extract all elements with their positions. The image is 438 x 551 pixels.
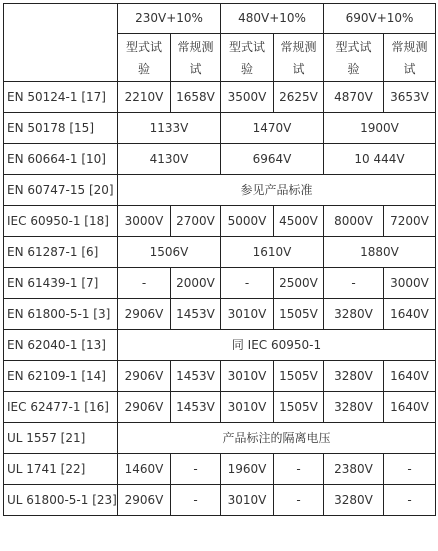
standard-name-cell: EN 61439-1 [7] — [4, 268, 118, 299]
table-row — [4, 454, 436, 485]
routine-test-value: 2625V — [274, 82, 324, 113]
routine-test-label-line: 试 — [403, 61, 416, 76]
type-test-value: - — [221, 268, 274, 299]
group-value: 1133V — [118, 113, 221, 144]
type-test-value: 5000V — [221, 206, 274, 237]
type-test-value: 1460V — [118, 454, 171, 485]
type-test-label-line: 验 — [347, 61, 360, 76]
routine-test-value: 1505V — [274, 299, 324, 330]
standard-name-cell: EN 61800-5-1 [3] — [4, 299, 118, 330]
routine-test-label-line: 常规测 — [280, 39, 317, 54]
type-test-value: 3010V — [221, 299, 274, 330]
routine-test-value: 3653V — [384, 82, 436, 113]
table-row — [4, 144, 436, 175]
type-test-value: 2906V — [118, 299, 171, 330]
voltage-header-row — [4, 4, 436, 34]
routine-test-value: 1658V — [171, 82, 221, 113]
type-test-value: 2906V — [118, 361, 171, 392]
routine-test-value: 2000V — [171, 268, 221, 299]
type-test-value: 3010V — [221, 361, 274, 392]
standard-name-cell: EN 61287-1 [6] — [4, 237, 118, 268]
standard-name-cell: EN 62109-1 [14] — [4, 361, 118, 392]
type-test-value: 8000V — [324, 206, 384, 237]
group-value: 6964V — [221, 144, 324, 175]
standard-name-cell: EN 50124-1 [17] — [4, 82, 118, 113]
type-test-value: - — [324, 268, 384, 299]
table-row — [4, 268, 436, 299]
type-test-header — [324, 34, 384, 82]
routine-test-label-line: 试 — [292, 61, 305, 76]
type-test-value: 3280V — [324, 361, 384, 392]
routine-test-value: - — [384, 454, 436, 485]
routine-test-header — [171, 34, 221, 82]
group-value: 4130V — [118, 144, 221, 175]
type-test-value: 2906V — [118, 392, 171, 423]
group-value: 1506V — [118, 237, 221, 268]
routine-test-header — [274, 34, 324, 82]
standard-name-cell: EN 60747-15 [20] — [4, 175, 118, 206]
standard-name-cell: IEC 60950-1 [18] — [4, 206, 118, 237]
routine-test-value: 2500V — [274, 268, 324, 299]
routine-test-value: - — [384, 485, 436, 516]
group-value: 1610V — [221, 237, 324, 268]
standard-header-cell — [4, 4, 118, 82]
type-test-label-line: 验 — [240, 61, 253, 76]
table-row — [4, 299, 436, 330]
standard-name-cell: EN 50178 [15] — [4, 113, 118, 144]
type-test-header — [221, 34, 274, 82]
standard-name-cell: EN 62040-1 [13] — [4, 330, 118, 361]
type-test-label-line: 型式试 — [228, 39, 265, 54]
routine-test-label-line: 试 — [189, 61, 202, 76]
routine-test-value: 1640V — [384, 299, 436, 330]
voltage-group-header: 480V+10% — [221, 4, 324, 34]
spanning-note: 参见产品标准 — [118, 175, 436, 206]
type-test-label-line: 型式试 — [335, 39, 372, 54]
routine-test-header — [384, 34, 436, 82]
standard-name-cell: UL 1557 [21] — [4, 423, 118, 454]
type-test-label-line: 型式试 — [125, 39, 162, 54]
table-row — [4, 485, 436, 516]
type-test-value: - — [118, 268, 171, 299]
standard-name-cell: IEC 62477-1 [16] — [4, 392, 118, 423]
routine-test-value: 1505V — [274, 361, 324, 392]
table-row — [4, 423, 436, 454]
routine-test-value: - — [171, 485, 221, 516]
routine-test-value: 1640V — [384, 392, 436, 423]
routine-test-value: 7200V — [384, 206, 436, 237]
routine-test-value: 3000V — [384, 268, 436, 299]
table-row — [4, 392, 436, 423]
routine-test-value: 1453V — [171, 361, 221, 392]
table-row — [4, 113, 436, 144]
type-test-value: 2380V — [324, 454, 384, 485]
routine-test-value: - — [171, 454, 221, 485]
type-test-value: 2210V — [118, 82, 171, 113]
table-body — [4, 4, 436, 516]
voltage-group-header: 230V+10% — [118, 4, 221, 34]
type-test-value: 3500V — [221, 82, 274, 113]
table-row — [4, 330, 436, 361]
type-test-value: 1960V — [221, 454, 274, 485]
type-test-value: 3280V — [324, 485, 384, 516]
type-test-value: 4870V — [324, 82, 384, 113]
type-test-value: 3010V — [221, 485, 274, 516]
isolation-test-voltage-table — [3, 3, 436, 516]
type-test-value: 3280V — [324, 392, 384, 423]
standard-name-cell: EN 60664-1 [10] — [4, 144, 118, 175]
group-value: 1900V — [324, 113, 436, 144]
table-row — [4, 361, 436, 392]
routine-test-value: - — [274, 454, 324, 485]
group-value: 1880V — [324, 237, 436, 268]
routine-test-value: 1505V — [274, 392, 324, 423]
routine-test-value: - — [274, 485, 324, 516]
spanning-note: 产品标注的隔离电压 — [118, 423, 436, 454]
routine-test-value: 1453V — [171, 392, 221, 423]
routine-test-label-line: 常规测 — [391, 39, 428, 54]
type-test-value: 3280V — [324, 299, 384, 330]
routine-test-value: 4500V — [274, 206, 324, 237]
table-row — [4, 237, 436, 268]
type-test-value: 2906V — [118, 485, 171, 516]
type-test-value: 3000V — [118, 206, 171, 237]
routine-test-label-line: 常规测 — [177, 39, 214, 54]
standard-name-cell: UL 1741 [22] — [4, 454, 118, 485]
type-test-label-line: 验 — [137, 61, 150, 76]
table-row — [4, 175, 436, 206]
group-value: 1470V — [221, 113, 324, 144]
spanning-note: 同 IEC 60950-1 — [118, 330, 436, 361]
routine-test-value: 1640V — [384, 361, 436, 392]
group-value: 10 444V — [324, 144, 436, 175]
type-test-value: 3010V — [221, 392, 274, 423]
routine-test-value: 2700V — [171, 206, 221, 237]
voltage-group-header: 690V+10% — [324, 4, 436, 34]
table-row — [4, 206, 436, 237]
type-test-header — [118, 34, 171, 82]
standard-name-cell: UL 61800-5-1 [23] — [4, 485, 118, 516]
table-row — [4, 82, 436, 113]
routine-test-value: 1453V — [171, 299, 221, 330]
